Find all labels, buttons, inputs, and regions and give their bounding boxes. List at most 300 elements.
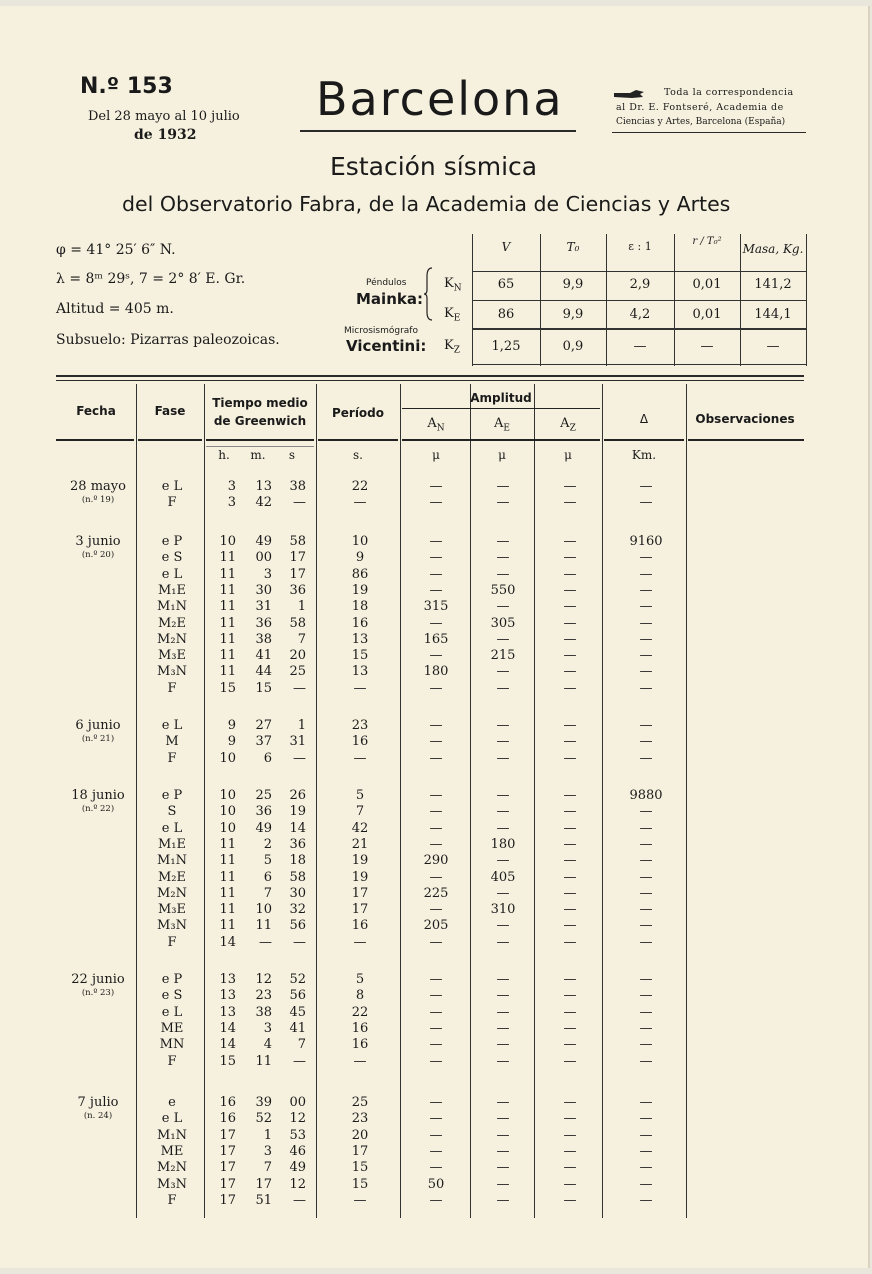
delta-cell: — (639, 972, 653, 987)
delta-cell: — (639, 988, 653, 1004)
unit-delta: Km. (631, 448, 657, 462)
amplitude-sub: E (503, 423, 510, 434)
az-cell: — (563, 804, 577, 820)
an-cell: — (429, 479, 443, 494)
latitude: φ = 41° 25′ 6″ N. (56, 242, 176, 258)
az-cell: — (563, 988, 577, 1004)
amplitude-letter: A (427, 416, 437, 431)
city-title: Barcelona (316, 72, 564, 126)
instr-header-eps: ε : 1 (628, 240, 652, 253)
az-cell: — (563, 1143, 577, 1159)
ae-cell: — (496, 1143, 510, 1159)
second-cell: 53 (289, 1127, 306, 1143)
period-cell: 86 (351, 566, 369, 582)
group-date: 28 mayo (70, 479, 126, 494)
az-cell: — (563, 918, 577, 934)
ae-cell: — (496, 599, 510, 615)
minute-cell: 11 (255, 918, 272, 934)
second-cell: 38 (289, 479, 306, 494)
period-cell: 5 (355, 972, 365, 987)
az-cell: — (563, 648, 577, 664)
correspondence-rule (612, 132, 806, 133)
ae-cell: — (496, 566, 510, 582)
period-cell: 5 (355, 788, 365, 803)
second-cell: 12 (289, 1111, 306, 1127)
unit-h: h. (218, 448, 230, 462)
table-col-line (470, 384, 471, 1218)
az-cell: — (563, 734, 577, 750)
phase-cell: F (167, 934, 177, 950)
phase-cell: e L (161, 820, 183, 836)
table-col-line (602, 384, 603, 1218)
ae-cell: — (496, 988, 510, 1004)
az-cell: — (563, 972, 577, 987)
period-cell: 19 (351, 582, 369, 598)
group-date: 3 junio (75, 534, 121, 549)
period-cell: 18 (351, 599, 369, 615)
second-cell: 41 (289, 1020, 306, 1036)
an-cell: — (429, 615, 443, 631)
period-cell: 15 (351, 648, 369, 664)
phase-cell: e L (161, 718, 183, 733)
header-underline (318, 439, 398, 441)
hour-cell: 9 (227, 718, 236, 733)
az-cell: — (563, 566, 577, 582)
minute-cell: 23 (255, 988, 272, 1004)
az-cell: — (563, 495, 577, 511)
date-year: de 1932 (134, 127, 197, 143)
delta-cell: — (639, 680, 653, 696)
az-cell: — (563, 1095, 577, 1110)
minute-cell: 7 (263, 885, 272, 901)
hour-cell: 11 (219, 869, 236, 885)
ae-cell: — (496, 495, 510, 511)
instr-cell-eps: 2,9 (629, 277, 651, 292)
minute-cell: 13 (255, 479, 272, 494)
second-cell: 31 (289, 734, 306, 750)
period-cell: 16 (351, 1020, 369, 1036)
delta-cell: — (639, 664, 653, 680)
group-date: 18 junio (71, 788, 125, 803)
ae-cell: — (496, 1176, 510, 1192)
az-cell: — (563, 582, 577, 598)
header-tiempo: Tiempo medio (212, 396, 308, 410)
phase-cell: M₃E (157, 648, 186, 664)
second-cell: 1 (297, 599, 306, 615)
an-cell: — (429, 836, 443, 852)
period-cell: — (353, 1192, 367, 1208)
second-cell: 32 (289, 902, 306, 918)
phase-cell: e (168, 1095, 176, 1110)
second-cell: 36 (289, 836, 306, 852)
unit-s: s (288, 448, 296, 462)
ae-cell: 310 (490, 902, 516, 918)
delta-cell: — (639, 582, 653, 598)
ae-cell: — (496, 680, 510, 696)
header-fase: Fase (154, 404, 186, 418)
delta-cell: — (639, 734, 653, 750)
instr-cell-v: 1,25 (491, 339, 521, 354)
header-underline (138, 439, 202, 441)
ae-cell: — (496, 750, 510, 766)
delta-cell: — (639, 479, 653, 494)
hour-cell: 17 (219, 1176, 236, 1192)
unit-ae: μ (498, 448, 506, 462)
header-delta: Δ (639, 412, 649, 426)
period-cell: 17 (351, 885, 369, 901)
an-cell: — (429, 1111, 443, 1127)
phase-cell: F (167, 495, 177, 511)
an-cell: 180 (423, 664, 449, 680)
header-underline (206, 439, 314, 441)
hour-cell: 15 (219, 1053, 236, 1069)
delta-cell: — (639, 1037, 653, 1053)
ae-cell: — (496, 1053, 510, 1069)
az-cell: — (563, 599, 577, 615)
an-cell: 315 (423, 599, 449, 615)
station-title: Estación sísmica (330, 152, 538, 181)
header-amplitud: Amplitud (470, 391, 532, 405)
second-cell: 17 (289, 566, 306, 582)
az-cell: — (563, 836, 577, 852)
unit-underline (206, 446, 314, 447)
instr-cell-r: — (700, 339, 714, 354)
delta-cell: — (639, 1020, 653, 1036)
hour-cell: 10 (219, 534, 236, 549)
bulletin-number: N.º 153 (80, 74, 173, 99)
hour-cell: 14 (219, 934, 236, 950)
component-sub: Z (453, 345, 460, 356)
instr-cell-t0: 0,9 (562, 339, 584, 354)
hour-cell: 16 (219, 1095, 236, 1110)
instr-header-r: r / T₀² (692, 236, 722, 247)
an-cell: 205 (423, 918, 449, 934)
minute-cell: 15 (255, 680, 272, 696)
az-cell: — (563, 664, 577, 680)
micro-label: Microsismógrafo (344, 326, 418, 336)
table-col-line (686, 384, 687, 1218)
an-cell: — (429, 869, 443, 885)
ae-cell: — (496, 1037, 510, 1053)
instr-cell-eps: — (633, 339, 647, 354)
header-an (421, 416, 451, 434)
period-cell: 19 (351, 869, 369, 885)
hour-cell: 11 (219, 902, 236, 918)
second-cell: 25 (289, 664, 306, 680)
an-cell: — (429, 566, 443, 582)
delta-cell: — (639, 495, 653, 511)
second-cell: 56 (289, 918, 306, 934)
ae-cell: — (496, 1127, 510, 1143)
delta-cell: — (639, 902, 653, 918)
instr-row-line (472, 328, 806, 330)
second-cell: 58 (289, 534, 306, 549)
period-cell: 19 (351, 853, 369, 869)
delta-cell: — (639, 869, 653, 885)
hour-cell: 11 (219, 836, 236, 852)
second-cell: 7 (297, 1037, 306, 1053)
instr-cell-masa: — (766, 339, 780, 354)
group-number: (n.º 22) (81, 804, 115, 814)
phase-cell: e P (161, 788, 183, 803)
second-cell: — (293, 934, 306, 950)
an-cell: — (429, 1192, 443, 1208)
phase-cell: e P (161, 534, 183, 549)
period-cell: 15 (351, 1176, 369, 1192)
minute-cell: 41 (255, 648, 272, 664)
amplitude-sub: Z (569, 423, 576, 434)
minute-cell: 2 (263, 836, 272, 852)
minute-cell: 36 (255, 804, 272, 820)
minute-cell: 38 (255, 1004, 272, 1020)
an-cell: — (429, 1095, 443, 1110)
period-cell: 17 (351, 1143, 369, 1159)
header-underline (56, 439, 134, 441)
delta-cell: — (639, 885, 653, 901)
delta-cell: — (639, 1176, 653, 1192)
second-cell: 1 (297, 718, 306, 733)
az-cell: — (563, 1111, 577, 1127)
phase-cell: F (167, 680, 177, 696)
group-date: 22 junio (71, 972, 125, 987)
second-cell: — (293, 1053, 306, 1069)
az-cell: — (563, 550, 577, 566)
table-top-rule-2 (56, 380, 804, 381)
period-cell: 23 (351, 718, 369, 733)
period-cell: — (353, 1053, 367, 1069)
period-cell: 42 (351, 820, 369, 836)
minute-cell: 30 (255, 582, 272, 598)
period-cell: 9 (355, 550, 365, 566)
an-cell: — (429, 495, 443, 511)
instr-row-line (472, 300, 806, 301)
ae-cell: — (496, 734, 510, 750)
period-cell: 8 (355, 988, 365, 1004)
delta-cell: — (639, 853, 653, 869)
unit-az: μ (564, 448, 572, 462)
observatory-title: del Observatorio Fabra, de la Academia de Ciencias y Artes (122, 192, 731, 216)
instr-cell-r: 0,01 (692, 307, 722, 322)
hour-cell: 11 (219, 664, 236, 680)
phase-cell: S (167, 804, 177, 820)
period-cell: 20 (351, 1127, 369, 1143)
az-cell: — (563, 680, 577, 696)
an-cell: — (429, 550, 443, 566)
minute-cell: 5 (263, 853, 272, 869)
second-cell: 58 (289, 869, 306, 885)
az-cell: — (563, 479, 577, 494)
minute-cell: 52 (255, 1111, 272, 1127)
minute-cell: 3 (263, 566, 272, 582)
delta-cell: — (639, 550, 653, 566)
hour-cell: 17 (219, 1127, 236, 1143)
second-cell: 45 (289, 1004, 306, 1020)
second-cell: — (293, 495, 306, 511)
delta-cell: — (639, 1004, 653, 1020)
correspondence-line1: Toda la correspondencia (664, 87, 794, 98)
an-cell: — (429, 988, 443, 1004)
group-date: 7 julio (77, 1095, 119, 1110)
phase-cell: ME (160, 1143, 184, 1159)
an-cell: 50 (427, 1176, 445, 1192)
hour-cell: 11 (219, 631, 236, 647)
instr-row-line (472, 271, 806, 272)
phase-cell: M₁E (157, 836, 186, 852)
phase-cell: M₁E (157, 582, 186, 598)
an-cell: — (429, 1143, 443, 1159)
hour-cell: 13 (219, 972, 236, 987)
an-cell: — (429, 1020, 443, 1036)
an-cell: — (429, 1160, 443, 1176)
delta-cell: — (639, 1111, 653, 1127)
an-cell: — (429, 750, 443, 766)
header-greenwich: de Greenwich (213, 414, 307, 428)
hour-cell: 13 (219, 988, 236, 1004)
title-underline (300, 130, 576, 132)
minute-cell: 25 (255, 788, 272, 803)
phase-cell: e L (161, 479, 183, 494)
az-cell: — (563, 1037, 577, 1053)
minute-cell: 42 (255, 495, 272, 511)
minute-cell: 7 (263, 1160, 272, 1176)
phase-cell: F (167, 1192, 177, 1208)
ae-cell: — (496, 820, 510, 836)
hour-cell: 14 (219, 1037, 236, 1053)
hour-cell: 10 (219, 788, 236, 803)
an-cell: — (429, 582, 443, 598)
instr-cell-eps: 4,2 (629, 307, 651, 322)
phase-cell: e L (161, 566, 183, 582)
minute-cell: 10 (255, 902, 272, 918)
longitude: λ = 8ᵐ 29ˢ, 7 = 2° 8′ E. Gr. (56, 271, 246, 287)
header-underline (688, 439, 804, 441)
delta-cell: — (639, 1095, 653, 1110)
delta-cell: 9880 (629, 788, 663, 803)
period-cell: — (353, 750, 367, 766)
az-cell: — (563, 1053, 577, 1069)
period-cell: 23 (351, 1111, 369, 1127)
minute-cell: 17 (255, 1176, 272, 1192)
an-cell: — (429, 972, 443, 987)
period-cell: 17 (351, 902, 369, 918)
phase-cell: M₃E (157, 902, 186, 918)
second-cell: — (293, 750, 306, 766)
table-col-line (316, 384, 317, 1218)
hour-cell: 16 (219, 1111, 236, 1127)
phase-cell: M₁N (157, 1127, 187, 1143)
correspondence-line3: Ciencias y Artes, Barcelona (España) (616, 117, 786, 127)
table-col-line (400, 384, 401, 1218)
pointing-hand-icon (614, 85, 644, 93)
second-cell: 19 (289, 804, 306, 820)
phase-cell: M₂N (157, 631, 187, 647)
minute-cell: 12 (255, 972, 272, 987)
ae-cell: — (496, 918, 510, 934)
minute-cell: 44 (255, 664, 272, 680)
delta-cell: — (639, 631, 653, 647)
instr-col-line (806, 234, 807, 366)
phase-cell: M₂E (157, 615, 186, 631)
hour-cell: 10 (219, 750, 236, 766)
hour-cell: 11 (219, 566, 236, 582)
hour-cell: 14 (219, 1020, 236, 1036)
hour-cell: 11 (219, 582, 236, 598)
phase-cell: F (167, 1053, 177, 1069)
minute-cell: 38 (255, 631, 272, 647)
an-cell: — (429, 934, 443, 950)
second-cell: 56 (289, 988, 306, 1004)
group-number: (n. 24) (83, 1111, 113, 1121)
hour-cell: 11 (219, 885, 236, 901)
az-cell: — (563, 631, 577, 647)
ae-cell: — (496, 479, 510, 494)
an-cell: 290 (423, 853, 449, 869)
period-cell: — (353, 680, 367, 696)
delta-cell: — (639, 750, 653, 766)
phase-cell: e S (161, 550, 183, 566)
mainka-label: Mainka: (356, 290, 423, 308)
amplitude-sub: N (436, 423, 445, 434)
an-cell: — (429, 902, 443, 918)
az-cell: — (563, 1176, 577, 1192)
second-cell: 14 (289, 820, 306, 836)
second-cell: 36 (289, 582, 306, 598)
ae-cell: — (496, 1004, 510, 1020)
period-cell: 16 (351, 615, 369, 631)
minute-cell: 39 (255, 1095, 272, 1110)
az-cell: — (563, 934, 577, 950)
amplitud-underline (402, 408, 600, 409)
az-cell: — (563, 885, 577, 901)
phase-cell: M₂N (157, 1160, 187, 1176)
phase-cell: M₂E (157, 869, 186, 885)
minute-cell: 49 (255, 820, 272, 836)
second-cell: 7 (297, 631, 306, 647)
period-cell: 22 (351, 1004, 369, 1020)
delta-cell: — (639, 648, 653, 664)
az-cell: — (563, 1160, 577, 1176)
group-number: (n.º 21) (81, 734, 115, 744)
instr-cell-v: 65 (497, 277, 515, 292)
phase-cell: M (165, 734, 179, 750)
period-cell: 10 (351, 534, 369, 549)
header-periodo: Período (331, 406, 385, 420)
delta-cell: — (639, 1053, 653, 1069)
delta-cell: — (639, 718, 653, 733)
an-cell: — (429, 1053, 443, 1069)
minute-cell: 31 (255, 599, 272, 615)
header-fecha: Fecha (76, 404, 116, 418)
an-cell: — (429, 534, 443, 549)
header-az (553, 416, 583, 434)
delta-cell: — (639, 1192, 653, 1208)
ae-cell: 405 (490, 869, 516, 885)
ae-cell: — (496, 972, 510, 987)
az-cell: — (563, 1020, 577, 1036)
second-cell: 12 (289, 1176, 306, 1192)
ae-cell: — (496, 1095, 510, 1110)
period-cell: 16 (351, 734, 369, 750)
ae-cell: — (496, 1160, 510, 1176)
an-cell: 165 (423, 631, 449, 647)
phase-cell: e L (161, 1004, 183, 1020)
component-sub: N (453, 283, 462, 294)
minute-cell: 11 (255, 1053, 272, 1069)
phase-cell: M₃N (157, 1176, 187, 1192)
hour-cell: 17 (219, 1192, 236, 1208)
minute-cell: 6 (263, 750, 272, 766)
delta-cell: 9160 (629, 534, 663, 549)
